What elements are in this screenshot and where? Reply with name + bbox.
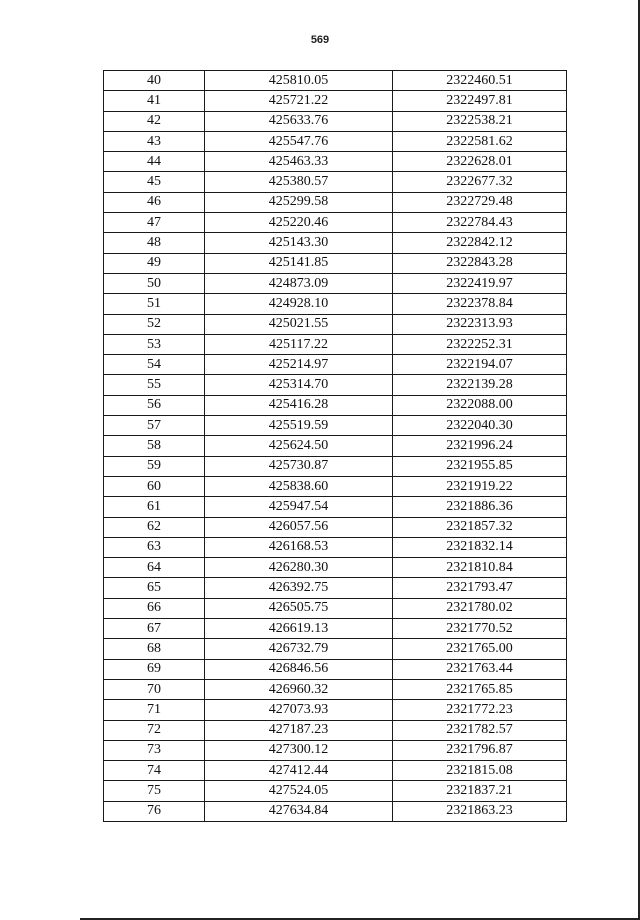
y-coordinate-cell: 2322088.00 xyxy=(393,395,567,415)
y-coordinate-cell: 2321796.87 xyxy=(393,740,567,760)
y-coordinate-cell: 2321763.44 xyxy=(393,659,567,679)
point-number-cell: 71 xyxy=(104,700,205,720)
table-row xyxy=(104,679,567,699)
point-number-cell: 70 xyxy=(104,679,205,699)
x-coordinate-cell: 425730.87 xyxy=(205,456,393,476)
y-coordinate-cell: 2321837.21 xyxy=(393,781,567,801)
point-number-cell: 72 xyxy=(104,720,205,740)
x-coordinate-cell: 425220.46 xyxy=(205,213,393,233)
x-coordinate-cell: 425021.55 xyxy=(205,314,393,334)
point-number-cell: 46 xyxy=(104,192,205,212)
y-coordinate-cell: 2321770.52 xyxy=(393,619,567,639)
point-number-cell: 65 xyxy=(104,578,205,598)
table-row xyxy=(104,436,567,456)
table-row xyxy=(104,497,567,517)
point-number-cell: 52 xyxy=(104,314,205,334)
y-coordinate-cell: 2321863.23 xyxy=(393,801,567,821)
y-coordinate-cell: 2322581.62 xyxy=(393,131,567,151)
y-coordinate-cell: 2321832.14 xyxy=(393,537,567,557)
table-row xyxy=(104,192,567,212)
y-coordinate-cell: 2322497.81 xyxy=(393,91,567,111)
x-coordinate-cell: 425633.76 xyxy=(205,111,393,131)
x-coordinate-cell: 425838.60 xyxy=(205,476,393,496)
table-row xyxy=(104,639,567,659)
table-row xyxy=(104,91,567,111)
x-coordinate-cell: 425947.54 xyxy=(205,497,393,517)
table-row xyxy=(104,416,567,436)
y-coordinate-cell: 2321765.85 xyxy=(393,679,567,699)
point-number-cell: 67 xyxy=(104,619,205,639)
y-coordinate-cell: 2322677.32 xyxy=(393,172,567,192)
y-coordinate-cell: 2322252.31 xyxy=(393,334,567,354)
table-row xyxy=(104,619,567,639)
point-number-cell: 73 xyxy=(104,740,205,760)
table-row xyxy=(104,253,567,273)
x-coordinate-cell: 425314.70 xyxy=(205,375,393,395)
y-coordinate-cell: 2321782.57 xyxy=(393,720,567,740)
point-number-cell: 74 xyxy=(104,761,205,781)
y-coordinate-cell: 2321815.08 xyxy=(393,761,567,781)
table-row xyxy=(104,172,567,192)
table-row xyxy=(104,456,567,476)
coordinates-table xyxy=(103,70,567,822)
y-coordinate-cell: 2322194.07 xyxy=(393,355,567,375)
y-coordinate-cell: 2321919.22 xyxy=(393,476,567,496)
table-row xyxy=(104,314,567,334)
point-number-cell: 49 xyxy=(104,253,205,273)
table-row xyxy=(104,71,567,91)
table-row xyxy=(104,517,567,537)
table-row xyxy=(104,273,567,293)
table-row xyxy=(104,213,567,233)
table-row xyxy=(104,233,567,253)
x-coordinate-cell: 425624.50 xyxy=(205,436,393,456)
table-row xyxy=(104,294,567,314)
point-number-cell: 41 xyxy=(104,91,205,111)
y-coordinate-cell: 2322538.21 xyxy=(393,111,567,131)
point-number-cell: 53 xyxy=(104,334,205,354)
x-coordinate-cell: 425810.05 xyxy=(205,71,393,91)
x-coordinate-cell: 426960.32 xyxy=(205,679,393,699)
table-row xyxy=(104,761,567,781)
x-coordinate-cell: 426732.79 xyxy=(205,639,393,659)
table-row xyxy=(104,578,567,598)
x-coordinate-cell: 426619.13 xyxy=(205,619,393,639)
x-coordinate-cell: 424928.10 xyxy=(205,294,393,314)
y-coordinate-cell: 2322843.28 xyxy=(393,253,567,273)
x-coordinate-cell: 425117.22 xyxy=(205,334,393,354)
table-row xyxy=(104,395,567,415)
table-row xyxy=(104,801,567,821)
y-coordinate-cell: 2322313.93 xyxy=(393,314,567,334)
point-number-cell: 57 xyxy=(104,416,205,436)
table-row xyxy=(104,131,567,151)
x-coordinate-cell: 427634.84 xyxy=(205,801,393,821)
y-coordinate-cell: 2321857.32 xyxy=(393,517,567,537)
point-number-cell: 58 xyxy=(104,436,205,456)
x-coordinate-cell: 425547.76 xyxy=(205,131,393,151)
x-coordinate-cell: 425143.30 xyxy=(205,233,393,253)
x-coordinate-cell: 425380.57 xyxy=(205,172,393,192)
y-coordinate-cell: 2322419.97 xyxy=(393,273,567,293)
x-coordinate-cell: 427187.23 xyxy=(205,720,393,740)
x-coordinate-cell: 425416.28 xyxy=(205,395,393,415)
point-number-cell: 66 xyxy=(104,598,205,618)
y-coordinate-cell: 2321793.47 xyxy=(393,578,567,598)
table-row xyxy=(104,476,567,496)
x-coordinate-cell: 426505.75 xyxy=(205,598,393,618)
x-coordinate-cell: 426168.53 xyxy=(205,537,393,557)
y-coordinate-cell: 2321810.84 xyxy=(393,558,567,578)
x-coordinate-cell: 425141.85 xyxy=(205,253,393,273)
point-number-cell: 61 xyxy=(104,497,205,517)
table-row xyxy=(104,334,567,354)
x-coordinate-cell: 425299.58 xyxy=(205,192,393,212)
x-coordinate-cell: 427300.12 xyxy=(205,740,393,760)
x-coordinate-cell: 425519.59 xyxy=(205,416,393,436)
point-number-cell: 69 xyxy=(104,659,205,679)
point-number-cell: 60 xyxy=(104,476,205,496)
point-number-cell: 76 xyxy=(104,801,205,821)
table-row xyxy=(104,111,567,131)
x-coordinate-cell: 424873.09 xyxy=(205,273,393,293)
point-number-cell: 50 xyxy=(104,273,205,293)
y-coordinate-cell: 2322040.30 xyxy=(393,416,567,436)
point-number-cell: 47 xyxy=(104,213,205,233)
table-row xyxy=(104,781,567,801)
table-row xyxy=(104,152,567,172)
y-coordinate-cell: 2321772.23 xyxy=(393,700,567,720)
point-number-cell: 75 xyxy=(104,781,205,801)
y-coordinate-cell: 2321765.00 xyxy=(393,639,567,659)
y-coordinate-cell: 2322784.43 xyxy=(393,213,567,233)
point-number-cell: 40 xyxy=(104,71,205,91)
x-coordinate-cell: 425214.97 xyxy=(205,355,393,375)
table-row xyxy=(104,355,567,375)
y-coordinate-cell: 2322628.01 xyxy=(393,152,567,172)
point-number-cell: 59 xyxy=(104,456,205,476)
point-number-cell: 63 xyxy=(104,537,205,557)
point-number-cell: 54 xyxy=(104,355,205,375)
table-row xyxy=(104,558,567,578)
x-coordinate-cell: 425463.33 xyxy=(205,152,393,172)
x-coordinate-cell: 425721.22 xyxy=(205,91,393,111)
y-coordinate-cell: 2322139.28 xyxy=(393,375,567,395)
y-coordinate-cell: 2322460.51 xyxy=(393,71,567,91)
y-coordinate-cell: 2321996.24 xyxy=(393,436,567,456)
point-number-cell: 62 xyxy=(104,517,205,537)
y-coordinate-cell: 2322378.84 xyxy=(393,294,567,314)
point-number-cell: 64 xyxy=(104,558,205,578)
y-coordinate-cell: 2322842.12 xyxy=(393,233,567,253)
x-coordinate-cell: 427524.05 xyxy=(205,781,393,801)
x-coordinate-cell: 426057.56 xyxy=(205,517,393,537)
table-row xyxy=(104,598,567,618)
point-number-cell: 43 xyxy=(104,131,205,151)
point-number-cell: 45 xyxy=(104,172,205,192)
x-coordinate-cell: 427412.44 xyxy=(205,761,393,781)
table-row xyxy=(104,740,567,760)
y-coordinate-cell: 2321886.36 xyxy=(393,497,567,517)
point-number-cell: 56 xyxy=(104,395,205,415)
table-row xyxy=(104,720,567,740)
point-number-cell: 48 xyxy=(104,233,205,253)
point-number-cell: 68 xyxy=(104,639,205,659)
point-number-cell: 51 xyxy=(104,294,205,314)
point-number-cell: 55 xyxy=(104,375,205,395)
x-coordinate-cell: 426280.30 xyxy=(205,558,393,578)
table-row xyxy=(104,375,567,395)
y-coordinate-cell: 2321955.85 xyxy=(393,456,567,476)
point-number-cell: 44 xyxy=(104,152,205,172)
coordinates-table-container xyxy=(103,70,567,822)
table-row xyxy=(104,659,567,679)
table-row xyxy=(104,537,567,557)
point-number-cell: 42 xyxy=(104,111,205,131)
page-number: 569 xyxy=(310,34,330,46)
x-coordinate-cell: 426392.75 xyxy=(205,578,393,598)
y-coordinate-cell: 2321780.02 xyxy=(393,598,567,618)
coordinates-table-body xyxy=(104,71,567,822)
x-coordinate-cell: 427073.93 xyxy=(205,700,393,720)
x-coordinate-cell: 426846.56 xyxy=(205,659,393,679)
table-row xyxy=(104,700,567,720)
y-coordinate-cell: 2322729.48 xyxy=(393,192,567,212)
